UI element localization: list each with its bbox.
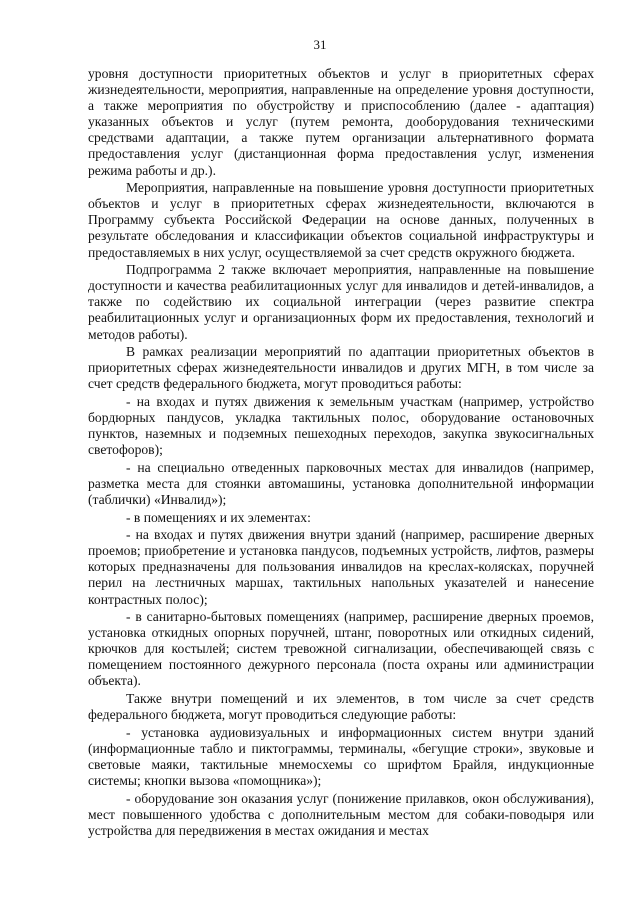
paragraph: Подпрограмма 2 также включает мероприятия, направленные на повышение доступности и качества реабилитационных услуг для инвалидов и детей-инвалидов, а также по содействию их социальной интеграции (через развитие спектра реабилитационных услуг и организационных форм их предоставления, технологий и методов работы). (88, 262, 594, 342)
document-body (88, 66, 594, 840)
list-item: - установка аудиовизуальных и информационных систем внутри зданий (информационные табло и пиктограммы, терминалы, «бегущие строки», звуковые и световые маяки, тактильные мнемосхемы со шрифтом Брайля, индукционные системы; кнопки вызова «помощника»); (88, 724, 594, 789)
paragraph: уровня доступности приоритетных объектов и услуг в приоритетных сферах жизнедеятельности, мероприятия, направленные на определение уровня доступности, а также мероприятия по обустройству и приспособлению (далее - адаптация) указанных объектов и услуг (путем ремонта, дооборудования техническими средствами адаптации, а также путем организации альтернативного формата предоставления услуг (дистанционная форма предоставления услуг, изменения режима работы и др.). (88, 66, 594, 178)
list-item: - в санитарно-бытовых помещениях (например, расширение дверных проемов, установка откидных опорных поручней, штанг, поворотных или откидных сидений, крючков для костылей; систем тревожной сигнализации, обеспечивающей связь с помещением постоянного дежурного персонала (поста охраны или администрации объекта). (88, 609, 594, 689)
list-item: - на специально отведенных парковочных местах для инвалидов (например, разметка места для стоянки автомашины, установка дополнительной информации (таблички) «Инвалид»); (88, 459, 594, 507)
paragraph: В рамках реализации мероприятий по адаптации приоритетных объектов в приоритетных сферах жизнедеятельности инвалидов и других МГН, в том числе за счет средств федерального бюджета, могут проводиться работы: (88, 344, 594, 392)
paragraph: Мероприятия, направленные на повышение уровня доступности приоритетных объектов и услуг в приоритетных сферах жизнедеятельности, включаются в Программу субъекта Российской Федерации на основе данных, полученных в результате обследования и классификации объектов социальной инфраструктуры и предоставляемых в них услуг, осуществляемой за счет средств окружного бюджета. (88, 180, 594, 260)
page-number: 31 (313, 37, 327, 52)
list-item: - на входах и путях движения к земельным участкам (например, устройство бордюрных пандусов, укладка тактильных полос, оборудование остановочных пунктов, наземных и подземных пешеходных переходов, закупка звукосигнальных светофоров); (88, 393, 594, 458)
list-item: - в помещениях и их элементах: (126, 509, 311, 525)
list-item: - оборудование зон оказания услуг (понижение прилавков, окон обслуживания), мест повышенного удобства с дополнительным местом для собаки-поводыря или устройства для передвижения в местах ожидания и местах (88, 790, 594, 838)
list-item: - на входах и путях движения внутри зданий (например, расширение дверных проемов; приобретение и установка пандусов, подъемных устройств, лифтов, размеры которых предназначены для пользования инвалидов на креслах-колясках, поручней перил на лестничных маршах, тактильных напольных указателей и нанесение контрастных полос); (88, 527, 594, 607)
paragraph: Также внутри помещений и их элементов, в том числе за счет средств федерального бюджета, могут проводиться следующие работы: (88, 691, 594, 723)
